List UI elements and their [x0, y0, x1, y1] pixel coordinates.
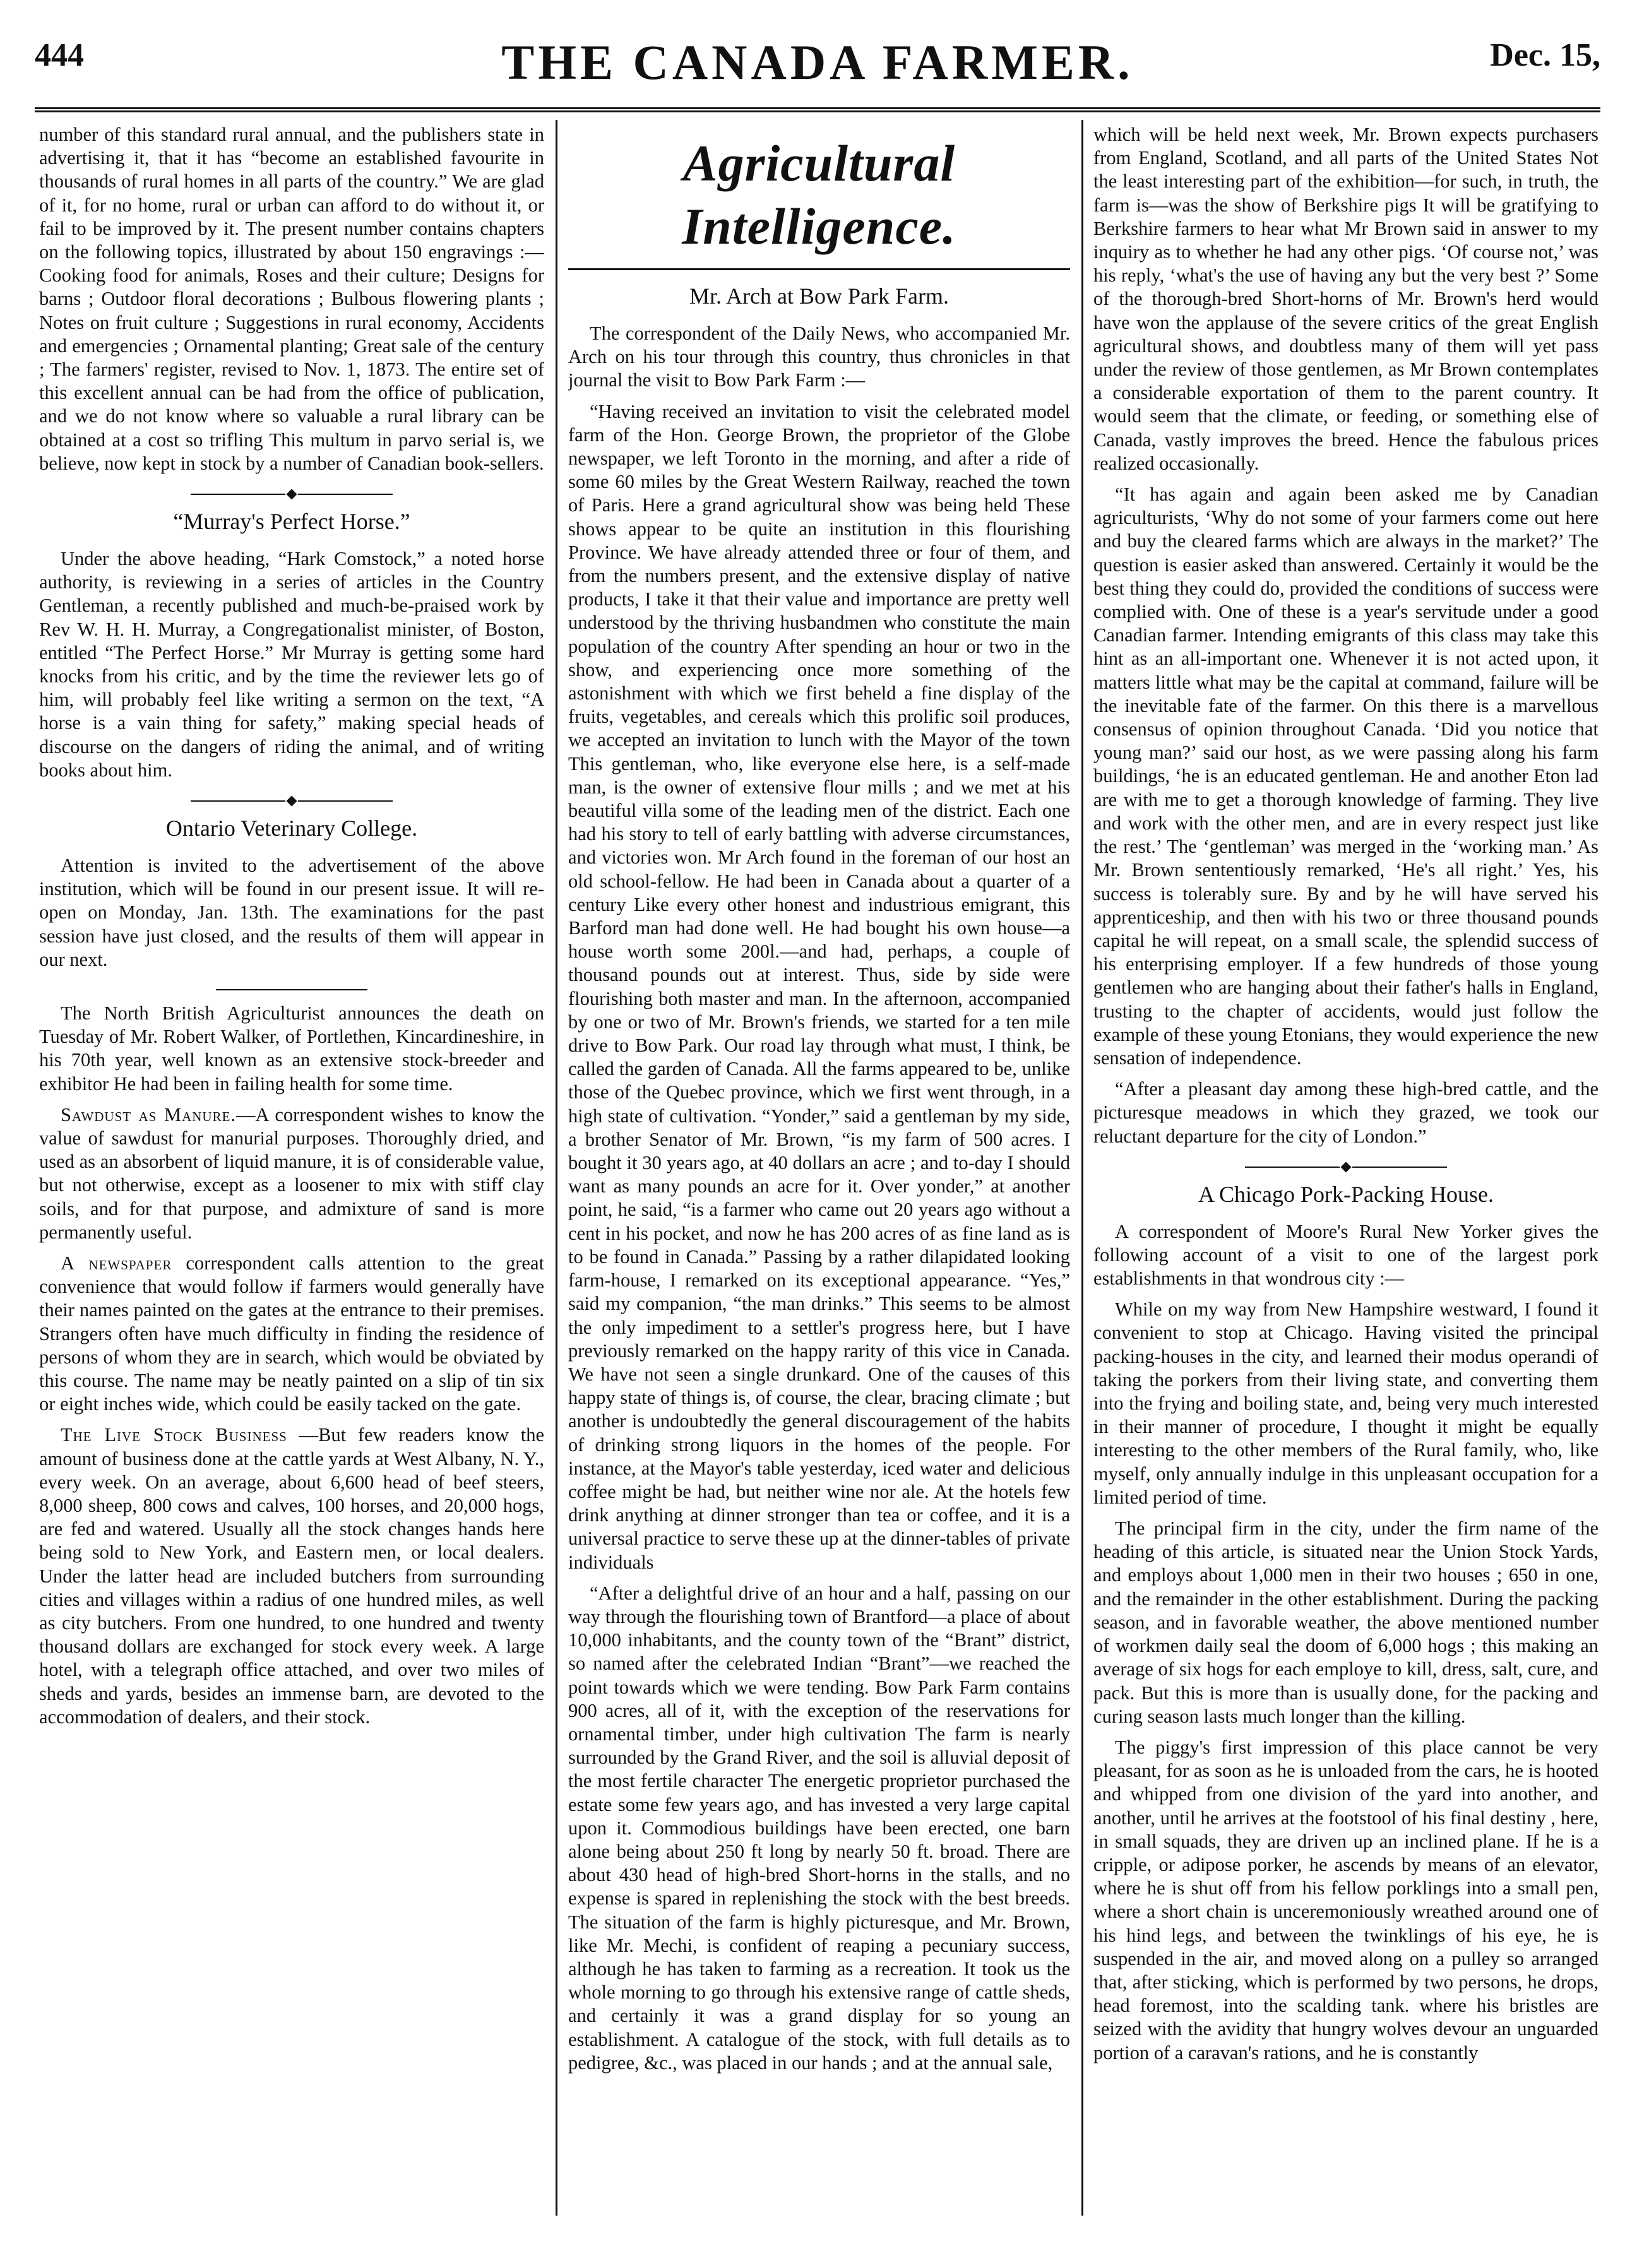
article-text: The correspondent of the Daily News, who accompanied Mr. Arch on his tour through this country, thus chronicles in that journal the visit to Bow Park Farm :— [568, 322, 1070, 391]
section-title: A Chicago Pork-Packing House. [1198, 1181, 1494, 1207]
article-text: Attention is invited to the advertisement of the above institution, which will be found in our present issue. It will re-open on Monday, Jan. 13th. The examinations for the past session have just closed, and the results of them will appear in our next. [39, 854, 544, 970]
column-2 [568, 123, 1070, 2212]
article-text [39, 1252, 544, 1416]
section-title: “Murray's Perfect Horse.” [173, 509, 410, 535]
column-divider [556, 120, 557, 2216]
column-1 [39, 123, 544, 2212]
ornament-divider [1093, 1163, 1598, 1171]
article-text: “It has again and again been asked me by Canadian agriculturists, ‘Why do not some of your farmers come out here and buy the cleared farms which are always in the market?’ The question is easier asked than answered. Certainly it would be the best thing they could do, provided the conditions of success were complied with. One of these is a year's servitude under a good Canadian farmer. Intending emigrants of this class may take this hint as an all-important one. Whenever it is not acted upon, it matters little what may be the capital at command, failure will be the inevitable fate of the farmer. On this there is a marvellous consensus of opinion throughout Canada. ‘Did you notice that young man?’ said our host, as we were passing along his farm buildings, ‘he is an educated gentleman. He and another Eton lad are with me to get a thorough knowledge of farming. They live and work with the other men, and are in every respect just like the rest.’ The ‘gentleman’ was merged in the ‘working man.’ As Mr. Brown sententiously remarked, ‘He's all right.’ Yes, his success is tolerably sure. By and by he will have served his apprenticeship, and then with his two or three thousand pounds capital he will repeat, on a small scale, the splendid success of his enterprising employer. If a few hundreds of those young gentlemen who are hanging about their father's halls in England, trusting to the chapter of accidents, would just follow the example of these young Etonians, they would experience the new sensation of independence. [1093, 484, 1598, 1069]
ornament-divider [39, 797, 544, 805]
section-title: Mr. Arch at Bow Park Farm. [689, 283, 949, 309]
article-text: number of this standard rural annual, and the publishers state in advertising it, that it has “become an established favourite in thousands of rural homes in all parts of the country.” We are glad of it, for no home, rural or urban can afford to do without it, or fail to be improved by it. The present number contains chapters on the following topics, illustrated by about 150 engravings :—Cooking food for animals, Roses and their culture; Designs for barns ; Outdoor floral decorations ; Bulbous flowering plants ; Notes on fruit culture ; Suggestions in rural economy, Accidents and emergencies ; Ornamental planting; Great sale of the century ; The farmers' register, revised to Nov. 1, 1873. The entire set of this excellent annual can be had from the office of publication, and we do not know where so valuable a rural library can be obtained at a cost so trifling This multum in parvo serial is, we believe, now kept in stock by a number of Canadian book-sellers. [39, 124, 544, 474]
article-text [39, 1423, 544, 1729]
section-title: Ontario Veterinary College. [165, 815, 418, 841]
article-text: “Having received an invitation to visit the celebrated model farm of the Hon. George Brown, the proprietor of the Globe newspaper, we left Toronto in the morning, and after a ride of some 60 miles by the Great Western Railway, reached the town of Paris. Here a grand agricultural show was being held These shows appear to be quite an institution in this flourishing Province. We have already attended three or four of them, and from the numbers present, and the extensive display of native products, I take it that their value and importance are pretty well understood by the thriving husbandmen who constitute the main population of the country After spending an hour or two in the show, and experiencing once more something of the astonishment with which we first beheld a fine display of the fruits, vegetables, and cereals which this prolific soil produces, we accepted an invitation to lunch with the Mayor of the town This gentleman, who, like everyone else here, is a self-made man, is the owner of extensive flour mills ; and we met at his beautiful villa some of the leading men of the district. Each one had his story to tell of early battling with adverse circumstances, and victories won. Mr Arch found in the foreman of our host an old school-fellow. He had been in Canada about a quarter of a century Like every other honest and industrious emigrant, this Barford man had done well. He had bought his own house—a house worth some 200l.—and had, perhaps, a couple of thousand pounds out at interest. Thus, side by side were flourishing both master and man. In the afternoon, accompanied by one or two of Mr. Brown's friends, we started for a ten mile drive to Bow Park. Our road lay through what must, I think, be called the garden of Canada. All the farms appeared to be, unlike those of the Quebec province, which we first went through, in a high state of cultivation. “Yonder,” said a gentleman by my side, a brother Senator of Mr. Brown, “is my farm of 500 acres. I bought it 30 years ago, at 40 dollars an acre ; and to-day I should want as many pounds an acre for it. Over yonder,” at another point, he said, “is a farmer who came out 20 years ago without a cent in his pocket, and now he has 200 acres of as fine land as is to be found in Canada.” Passing by a rather dilapidated looking farm-house, I remarked on its exceptional appearance. “Yes,” said my companion, “the man drinks.” This seems to be almost the only impediment to a settler's progress here, but I have previously remarked on the happy rarity of this vice in Canada. We have not seen a single drunkard. One of the causes of this happy state of things is, of course, the clear, bracing climate ; but another is undoubtedly the general discouragement of the habits of drinking strong liquors in the homes of the people. For instance, at the Mayor's table yesterday, iced water and delicious coffee might be had, but neither wine nor ale. At the hotels few drink anything at dinner stronger than tea or coffee, and it is a universal practice to serve these up at the dinner-tables of private individuals [568, 400, 1070, 1573]
article-text: While on my way from New Hampshire westward, I found it convenient to stop at Chicago. Having visited the principal packing-houses in the city, and learned their modus operandi of taking the porkers from their living state, and converting them into the frying and boiling state, and, being very much interested in their manner of procedure, I thought it might be equally interesting to the other members of the Rural family, who, like myself, only annually indulge in this unpleasant occupation for a limited period of time. [1093, 1298, 1598, 1508]
header-rule [35, 107, 1600, 112]
newspaper-title: THE CANADA FARMER. [501, 35, 1134, 90]
paragraph-body: correspondent calls attention to the great convenience that would follow if farmers would generally have their names painted on the gates at the entrance to their premises. Strangers often have much difficulty in finding the residence of persons of whom they are in search, which would be obviated by this course. The name may be neatly painted on a slip of tin six or eight inches wide, which could be easily tacked on the gate. [39, 1252, 544, 1415]
paragraph-lead: The Live Stock Business [61, 1424, 287, 1446]
ornament-divider [39, 490, 544, 498]
column-3 [1093, 123, 1598, 2212]
department-heading: Agricultural Intelligence. [682, 134, 956, 256]
article-text: “After a pleasant day among these high-bred cattle, and the picturesque meadows in which they grazed, we took our reluctant departure for the city of London.” [1093, 1078, 1598, 1147]
heading-rule [568, 268, 1070, 270]
article-text: The North British Agriculturist announces the death on Tuesday of Mr. Robert Walker, of Portlethen, Kincardineshire, in his 70th year, well known as an extensive stock-breeder and exhibitor He had been in failing health for some time. [39, 1002, 544, 1095]
short-divider [216, 989, 367, 990]
paragraph-body: —A correspondent wishes to know the value of sawdust for manurial purposes. Thoroughly dried, and used as an absorbent of liquid manure, it is of considerable value, but not otherwise, except as a loosener to mix with stiff clay soils, and for that purpose, and admixture of sand is more permanently useful. [39, 1103, 544, 1243]
paragraph-lead: A newspaper [61, 1252, 172, 1274]
paragraph-lead: Sawdust as Manure. [61, 1103, 237, 1125]
page-number: 444 [35, 37, 84, 73]
article-text [39, 1103, 544, 1244]
article-text: which will be held next week, Mr. Brown expects purchasers from England, Scotland, and all parts of the United States Not the least interesting part of the exhibition—for such, in truth, the farm is—was the show of Berkshire pigs It will be gratifying to Berkshire farmers to hear what Mr Brown said in answer to my inquiry as to whether he had any other pigs. ‘Of course not,’ was his reply, ‘what's the use of having any but the very best ?’ Some of the thorough-bred Short-horns of Mr. Brown's herd would have won the applause of the severe critics of the great English agricultural shows, and doubtless many of them will yet pass under the review of those gentlemen, as Mr Brown contemplates a considerable exportation of them to the parent country. It would seem that the climate, or feeding, or something else of Canada, vastly improves the breed. Hence the fabulous prices realized occasionally. [1093, 124, 1598, 474]
column-divider [1081, 120, 1083, 2216]
issue-date: Dec. 15, [1490, 37, 1600, 73]
article-text: The principal firm in the city, under the firm name of the heading of this article, is situated near the Union Stock Yards, and employs about 1,000 men in their two houses ; 650 in one, and the remainder in the other establishment. During the packing season, and in favorable weather, the above mentioned number of workmen daily seal the doom of 6,000 hogs ; this making an average of six hogs for each employe to kill, dress, salt, cure, and pack. But this is more than is usually done, for the packing and curing season lasts much longer than the killing. [1093, 1517, 1598, 1727]
article-text: Under the above heading, “Hark Comstock,” a noted horse authority, is reviewing in a series of articles in the Country Gentleman, a recently published and much-be-praised work by Rev W. H. H. Murray, a Congregationalist minister, of Boston, entitled “The Perfect Horse.” Mr Murray is getting some hard knocks from his critic, and by the time the reviewer lets go of him, will probably feel like writing a sermon on the text, “A horse is a vain thing for safety,” making special heads of discourse on the dangers of riding the animal, and of writing books about him. [39, 547, 544, 781]
article-text: The piggy's first impression of this place cannot be very pleasant, for as soon as he is unloaded from the cars, he is hooted and whipped from one division of the yard into another, and another, until he arrives at the footstool of his final destiny , here, in small squads, they are driven up an inclined plane. If he is a cripple, or adipose porker, he ascends by means of an elevator, where he is shut off from his fellow porklings into a small pen, where a short chain is unceremoniously wreathed around one of his hind legs, and between the twinklings of his eye, he is suspended in the air, and moved along on a pulley so arranged that, after sticking, which is performed by two persons, he drops, head foremost, into the scalding tank. where his bristles are seized with the avidity that hungry wolves devour an unguarded portion of a caravan's rations, and he is constantly [1093, 1736, 1598, 2063]
page-header [35, 37, 1600, 106]
article-text: A correspondent of Moore's Rural New Yorker gives the following account of a visit to one of the largest pork establishments in that wondrous city :— [1093, 1220, 1598, 1290]
paragraph-body: —But few readers know the amount of business done at the cattle yards at West Albany, N. Y., every week. On an average, about 6,600 head of beef steers, 8,000 sheep, 800 cows and calves, 100 horses, and 20,000 hogs, are fed and watered. Usually all the stock changes hands here being sold to New York, and Eastern men, or local dealers. Under the latter head are included butchers from surrounding cities and villages within a radius of one hundred miles, as well as city butchers. From one hundred, to one hundred and twenty thousand dollars are exchanged for stock every week. A large hotel, with a telegraph office attached, and over two miles of sheds and yards, besides an immense barn, are devoted to the accommodation of dealers, and their stock. [39, 1424, 544, 1728]
article-text: “After a delightful drive of an hour and a half, passing on our way through the flourishing town of Brantford—a place of about 10,000 inhabitants, and the county town of the “Brant” district, so named after the celebrated Indian “Brant”—we reached the point towards which we were tending. Bow Park Farm contains 900 acres, all of it, with the exception of the reservations for ornamental timber, under high cultivation The farm is nearly surrounded by the Grand River, and the soil is alluvial deposit of the most fertile character The energetic proprietor purchased the estate some few years ago, and has invested a very large capital upon it. Commodious buildings have been erected, one barn alone being about 250 ft long by nearly 50 ft. broad. There are about 430 head of high-bred Short-horns in the stalls, and no expense is spared in replenishing the stock with the best breeds. The situation of the farm is highly picturesque, and Mr. Brown, like Mr. Mechi, is confident of reaping a pecuniary success, although he has taken to farming as a recreation. It took us the whole morning to go through his extensive range of cattle sheds, and certainly it was a grand display for so young an establishment. A catalogue of the stock, with full details as to pedigree, &c., was placed in our hands ; and at the annual sale, [568, 1582, 1070, 2074]
